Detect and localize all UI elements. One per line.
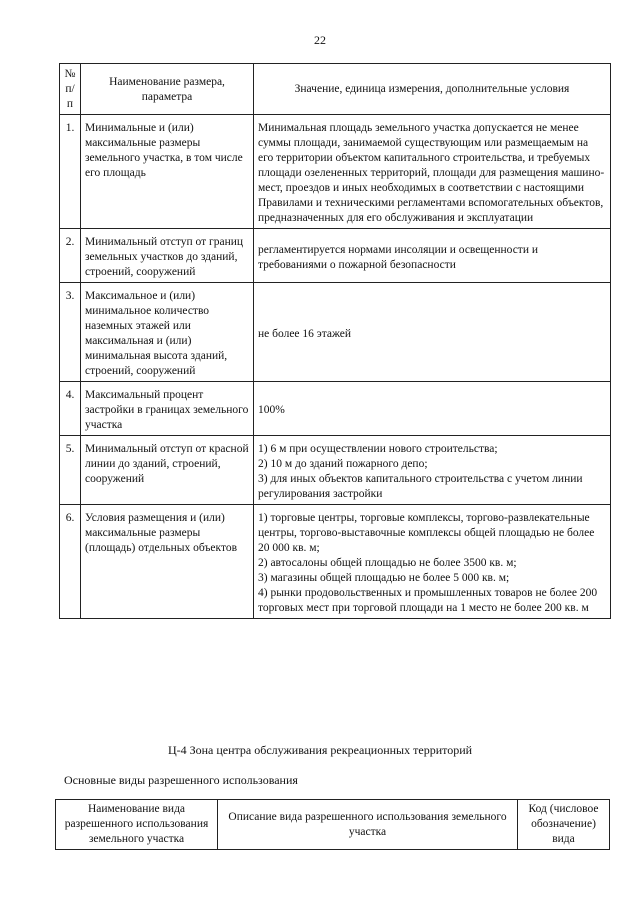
row-name: Максимальный процент застройки в границах земельного участка bbox=[81, 382, 254, 436]
row-value bbox=[254, 436, 611, 505]
table-row bbox=[60, 283, 611, 382]
row-value: 100% bbox=[254, 382, 611, 436]
row-num: 3. bbox=[60, 283, 81, 382]
page-number: 22 bbox=[314, 33, 326, 47]
table-header-row bbox=[60, 64, 611, 115]
row-value: регламентируется нормами инсоляции и освещенности и требованиями о пожарной безопасности bbox=[254, 229, 611, 283]
header-name: Наименование размера, параметра bbox=[81, 64, 254, 115]
row-name: Условия размещения и (или) максимальные размеры (площадь) отдельных объектов bbox=[81, 505, 254, 619]
table-row bbox=[60, 115, 611, 229]
header-use-description: Описание вида разрешенного использования земельного участка bbox=[218, 800, 518, 850]
row-value: не более 16 этажей bbox=[254, 283, 611, 382]
row-name: Минимальные и (или) максимальные размеры земельного участка, в том числе его площадь bbox=[81, 115, 254, 229]
value-line: 2) 10 м до зданий пожарного депо; bbox=[258, 458, 428, 470]
header-use-name: Наименование вида разрешенного использования земельного участка bbox=[56, 800, 218, 850]
zone-title: Ц-4 Зона центра обслуживания рекреационных территорий bbox=[167, 743, 473, 757]
row-num: 2. bbox=[60, 229, 81, 283]
table-row bbox=[60, 505, 611, 619]
row-name: Минимальный отступ от границ земельных участков до зданий, строений, сооружений bbox=[81, 229, 254, 283]
value-line: 1) 6 м при осуществлении нового строительства; bbox=[258, 443, 498, 455]
value-line: 2) автосалоны общей площадью не более 3500 кв. м; bbox=[258, 557, 517, 569]
permitted-uses-table bbox=[55, 799, 610, 850]
value-line: 3) магазины общей площадью не более 5 000 кв. м; bbox=[258, 572, 510, 584]
row-value: Минимальная площадь земельного участка допускается не менее суммы площади, занимаемой существующим или размещаемым на его территории объектом капитального строительства, и требуемых площади озелененных территорий, площади для размещения машино-мест, проездов и иных необходимых в соответствии с настоящими Правилами и техническими регламентами вспомогательных объектов, предназначенных для его обслуживания и эксплуатации bbox=[254, 115, 611, 229]
row-num: 6. bbox=[60, 505, 81, 619]
header-use-code: Код (числовое обозначение) вида bbox=[518, 800, 610, 850]
table-row bbox=[60, 436, 611, 505]
section-heading: Основные виды разрешенного использования bbox=[64, 773, 298, 787]
row-value bbox=[254, 505, 611, 619]
value-line: 1) торговые центры, торговые комплексы, торгово-развлекательные центры, торгово-выставочные комплексы общей площадью не более 20 000 кв. м; bbox=[258, 512, 595, 554]
table-row bbox=[60, 382, 611, 436]
header-num: № п/п bbox=[60, 64, 81, 115]
row-num: 5. bbox=[60, 436, 81, 505]
table-row bbox=[60, 229, 611, 283]
row-name: Максимальное и (или) минимальное количество наземных этажей или максимальная и (или) минимальная высота зданий, строений, сооружений bbox=[81, 283, 254, 382]
value-line: 3) для иных объектов капитального строительства с учетом линии регулирования застройки bbox=[258, 473, 583, 500]
parameters-table bbox=[59, 63, 611, 619]
row-name: Минимальный отступ от красной линии до зданий, строений, сооружений bbox=[81, 436, 254, 505]
row-num: 1. bbox=[60, 115, 81, 229]
table-header-row bbox=[56, 800, 610, 850]
header-value: Значение, единица измерения, дополнительные условия bbox=[254, 64, 611, 115]
value-line: 4) рынки продовольственных и промышленных товаров не более 200 торговых мест при торговой площади на 1 место не более 200 кв. м bbox=[258, 587, 598, 614]
row-num: 4. bbox=[60, 382, 81, 436]
